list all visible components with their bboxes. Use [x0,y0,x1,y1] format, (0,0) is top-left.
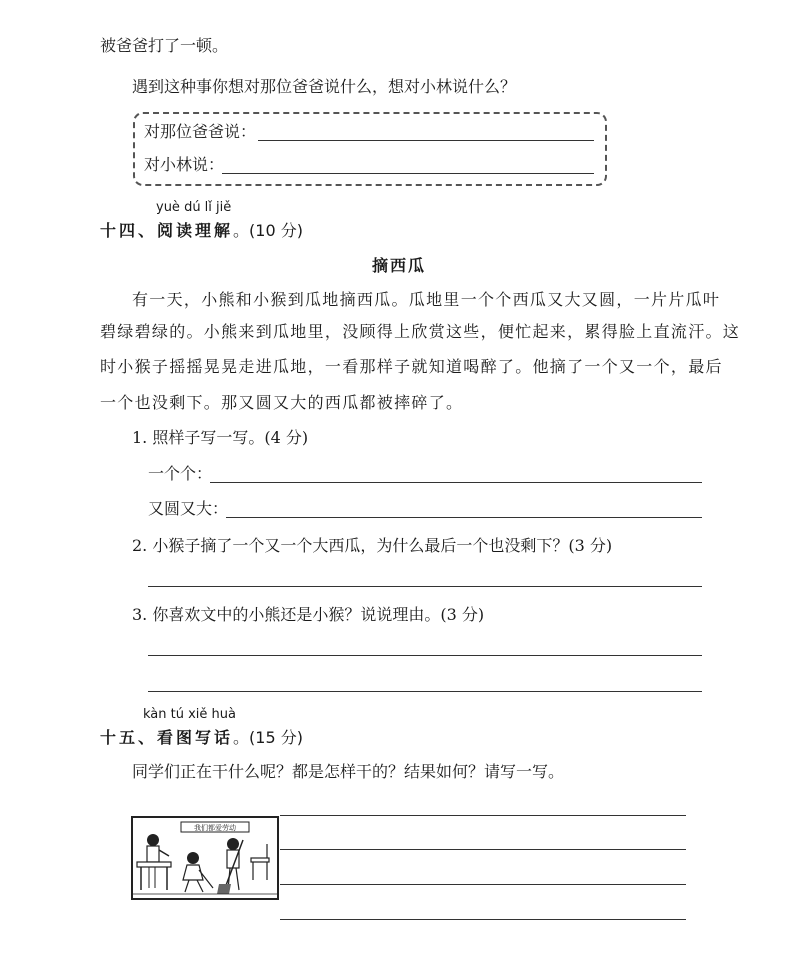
q1-label-b: 又圆又大： [148,499,229,518]
passage-line: 时小猴子摇摇晃晃走进瓜地，一看那样子就知道喝醉了。他摘了一个又一个，最后 [100,357,723,376]
desk-top [137,862,171,867]
section15-prompt: 同学们正在干什么呢？都是怎样干的？结果如何？请写一写。 [132,762,565,781]
passage-line: 有一天，小熊和小猴到瓜地摘西瓜。瓜地里一个个西瓜又大又圆，一片片瓜叶 [132,290,721,309]
section14-heading [100,218,303,241]
passage-line: 一个也没剩下。那又圆又大的西瓜都被摔碎了。 [100,393,464,412]
student-leg [197,880,203,892]
writing-line-2[interactable] [280,849,686,850]
writing-line-3[interactable] [280,884,686,885]
section14-pinyin: yuè dú lǐ jiě [156,200,232,215]
student-body [183,865,203,880]
chair-seat [251,858,269,862]
section15-title: 十五、看图写话 [100,728,234,747]
question-3: 3. 你喜欢文中的小熊还是小猴？说说理由。(3 分) [132,605,485,624]
passage-line: 碧绿碧绿的。小熊来到瓜地里，没顾得上欣赏这些，便忙起来，累得脸上直流汗。这 [100,322,741,341]
q1-label-a: 一个个： [148,464,213,483]
classroom-cleaning-illustration [133,818,277,898]
question-text: 遇到这种事你想对那位爸爸说什么，想对小林说什么？ [132,77,517,96]
question-1: 1. 照样子写一写。(4 分) [132,428,309,447]
continuation-text: 被爸爸打了一顿。 [100,36,229,55]
student-arm [159,850,169,856]
section15-pinyin: kàn tú xiě huà [143,707,236,722]
box-label-xiaolin: 对小林说： [144,155,225,174]
illustration-frame [131,816,279,900]
writing-line-1[interactable] [280,815,686,816]
section15-heading [100,725,303,748]
answer-line-xiaolin[interactable] [222,173,594,174]
q2-answer-line[interactable] [148,586,702,587]
q1-answer-line-a[interactable] [210,482,702,483]
box-label-father: 对那位爸爸说： [144,122,257,141]
q1-answer-line-b[interactable] [226,517,702,518]
broom-head [217,884,231,894]
q3-answer-line-2[interactable] [148,691,702,692]
poster-text: 我们都爱劳动 [194,824,236,832]
student-head [187,852,199,864]
section14-title: 十四、阅读理解 [100,221,234,240]
q3-answer-line-1[interactable] [148,655,702,656]
student-leg [185,880,189,892]
student-leg [236,868,239,890]
section14-score: 。(10 分) [233,221,303,240]
writing-line-4[interactable] [280,919,686,920]
question-2: 2. 小猴子摘了一个又一个大西瓜，为什么最后一个也没剩下？(3 分) [132,536,613,555]
answer-line-father[interactable] [258,140,594,141]
passage-title: 摘西瓜 [372,256,427,275]
student-body [147,846,159,862]
section15-score: 。(15 分) [233,728,303,747]
student-head [147,834,159,846]
student-head [227,838,239,850]
